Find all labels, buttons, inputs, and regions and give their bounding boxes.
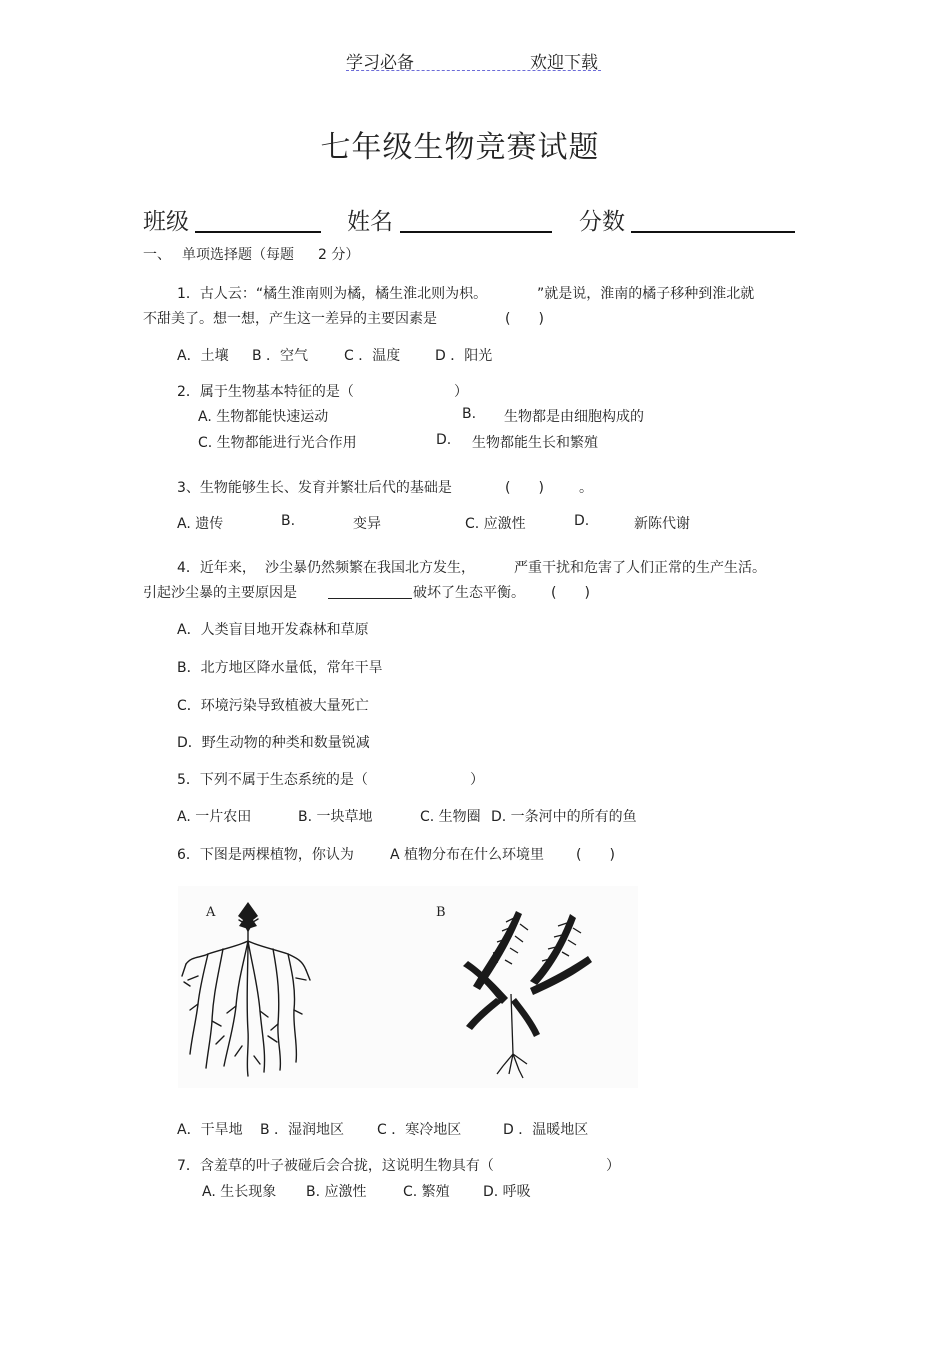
- q6-answer-paren[interactable]: ( ): [576, 847, 615, 863]
- score-blank[interactable]: [631, 231, 795, 233]
- q3-option-d-letter[interactable]: D.: [574, 513, 590, 529]
- q2-option-b[interactable]: 生物都是由细胞构成的: [504, 409, 644, 425]
- q3-option-c[interactable]: C. 应激性: [465, 516, 526, 532]
- header-right-text: 欢迎下载: [530, 53, 598, 73]
- plant-a-drawing: [182, 914, 310, 1076]
- q1-stem-part2: ”就是说，淮南的橘子移种到淮北就: [537, 286, 755, 302]
- plants-figure: [178, 886, 638, 1088]
- section-title: 单项选择题（每题: [182, 247, 294, 263]
- q2-option-d-letter[interactable]: D.: [436, 432, 452, 448]
- q2-option-d[interactable]: 生物都能生长和繁殖: [472, 435, 598, 451]
- name-blank[interactable]: [400, 231, 552, 233]
- q6-option-a[interactable]: A．干旱地: [177, 1122, 243, 1138]
- q7-stem: 7．含羞草的叶子被碰后会合拢，这说明生物具有（: [177, 1158, 494, 1174]
- q2-option-c[interactable]: C. 生物都能进行光合作用: [198, 435, 357, 451]
- q3-option-b[interactable]: 变异: [353, 516, 381, 532]
- q1-option-c[interactable]: C ．温度: [344, 348, 401, 364]
- q3-option-b-letter[interactable]: B.: [281, 513, 296, 529]
- section-score: 2 分）: [318, 247, 360, 263]
- q4-option-a[interactable]: A．人类盲目地开发森林和草原: [177, 622, 369, 638]
- q7-option-a[interactable]: A. 生长现象: [202, 1184, 277, 1200]
- q4-stem-line2b: 破坏了生态平衡。: [413, 585, 525, 601]
- q4-fill-blank[interactable]: [328, 598, 412, 599]
- q2-option-b-letter[interactable]: B.: [462, 406, 477, 422]
- q6-stem-part2: A 植物分布在什么环境里: [390, 847, 545, 863]
- q2-stem: 2．属于生物基本特征的是（: [177, 384, 354, 400]
- q6-option-d[interactable]: D ．温暖地区: [503, 1122, 589, 1138]
- q1-option-a[interactable]: A．土壤: [177, 348, 229, 364]
- q4-stem-part1: 4．近年来，: [177, 560, 256, 576]
- score-label: 分数: [579, 209, 625, 235]
- q4-stem-part3: 严重干扰和危害了人们正常的生产生活。: [514, 560, 766, 576]
- q4-option-b[interactable]: B．北方地区降水量低，常年干旱: [177, 660, 383, 676]
- q4-option-c[interactable]: C．环境污染导致植被大量死亡: [177, 698, 369, 714]
- q5-option-d[interactable]: D. 一条河中的所有的鱼: [491, 809, 637, 825]
- q1-option-d[interactable]: D ．阳光: [435, 348, 493, 364]
- page-title: 七年级生物竞赛试题: [320, 130, 600, 165]
- q6-option-b[interactable]: B ．湿润地区: [260, 1122, 345, 1138]
- figure-label-a: A: [206, 905, 216, 920]
- q2-paren-close: ）: [454, 384, 468, 400]
- q5-option-b[interactable]: B. 一块草地: [298, 809, 373, 825]
- q4-answer-paren[interactable]: ( ): [551, 585, 590, 601]
- q1-stem-line2: 不甜美了。想一想，产生这一差异的主要因素是: [143, 311, 437, 327]
- plant-b-drawing: [463, 911, 592, 1078]
- q5-stem: 5．下列不属于生态系统的是（: [177, 772, 368, 788]
- q5-option-c[interactable]: C. 生物圈: [420, 809, 481, 825]
- q1-answer-paren[interactable]: ( ): [505, 311, 544, 327]
- header-left-text: 学习必备: [346, 53, 414, 73]
- figure-label-b: B: [436, 905, 446, 920]
- header-divider: [346, 70, 601, 71]
- plant-a-flower: [238, 902, 258, 929]
- name-label: 姓名: [347, 209, 393, 235]
- q5-option-a[interactable]: A. 一片农田: [177, 809, 252, 825]
- q6-stem-part1: 6．下图是两棵植物，你认为: [177, 847, 354, 863]
- q3-period: 。: [579, 480, 593, 496]
- q4-stem-part2: 沙尘暴仍然频繁在我国北方发生，: [265, 560, 475, 576]
- q3-answer-paren[interactable]: ( ): [505, 480, 544, 496]
- q1-option-b[interactable]: B ．空气: [252, 348, 309, 364]
- q7-paren-close: ）: [606, 1158, 620, 1174]
- q3-option-a[interactable]: A. 遗传: [177, 516, 224, 532]
- q7-option-b[interactable]: B. 应激性: [306, 1184, 367, 1200]
- class-label: 班级: [143, 209, 189, 235]
- q5-paren-close: ）: [470, 772, 484, 788]
- class-blank[interactable]: [195, 231, 321, 233]
- q1-stem-part1: 1．古人云：“橘生淮南则为橘，橘生淮北则为枳。: [177, 286, 488, 302]
- q7-option-d[interactable]: D. 呼吸: [483, 1184, 531, 1200]
- plants-illustration: [178, 886, 638, 1088]
- q3-stem: 3、生物能够生长、发育并繁壮后代的基础是: [177, 480, 452, 496]
- q2-option-a[interactable]: A. 生物都能快速运动: [198, 409, 329, 425]
- section-number: 一、: [143, 247, 171, 263]
- q3-option-d[interactable]: 新陈代谢: [634, 516, 690, 532]
- q7-option-c[interactable]: C. 繁殖: [403, 1184, 450, 1200]
- q4-option-d[interactable]: D．野生动物的种类和数量锐减: [177, 735, 370, 751]
- q4-stem-line2a: 引起沙尘暴的主要原因是: [143, 585, 297, 601]
- q6-option-c[interactable]: C ．寒冷地区: [377, 1122, 462, 1138]
